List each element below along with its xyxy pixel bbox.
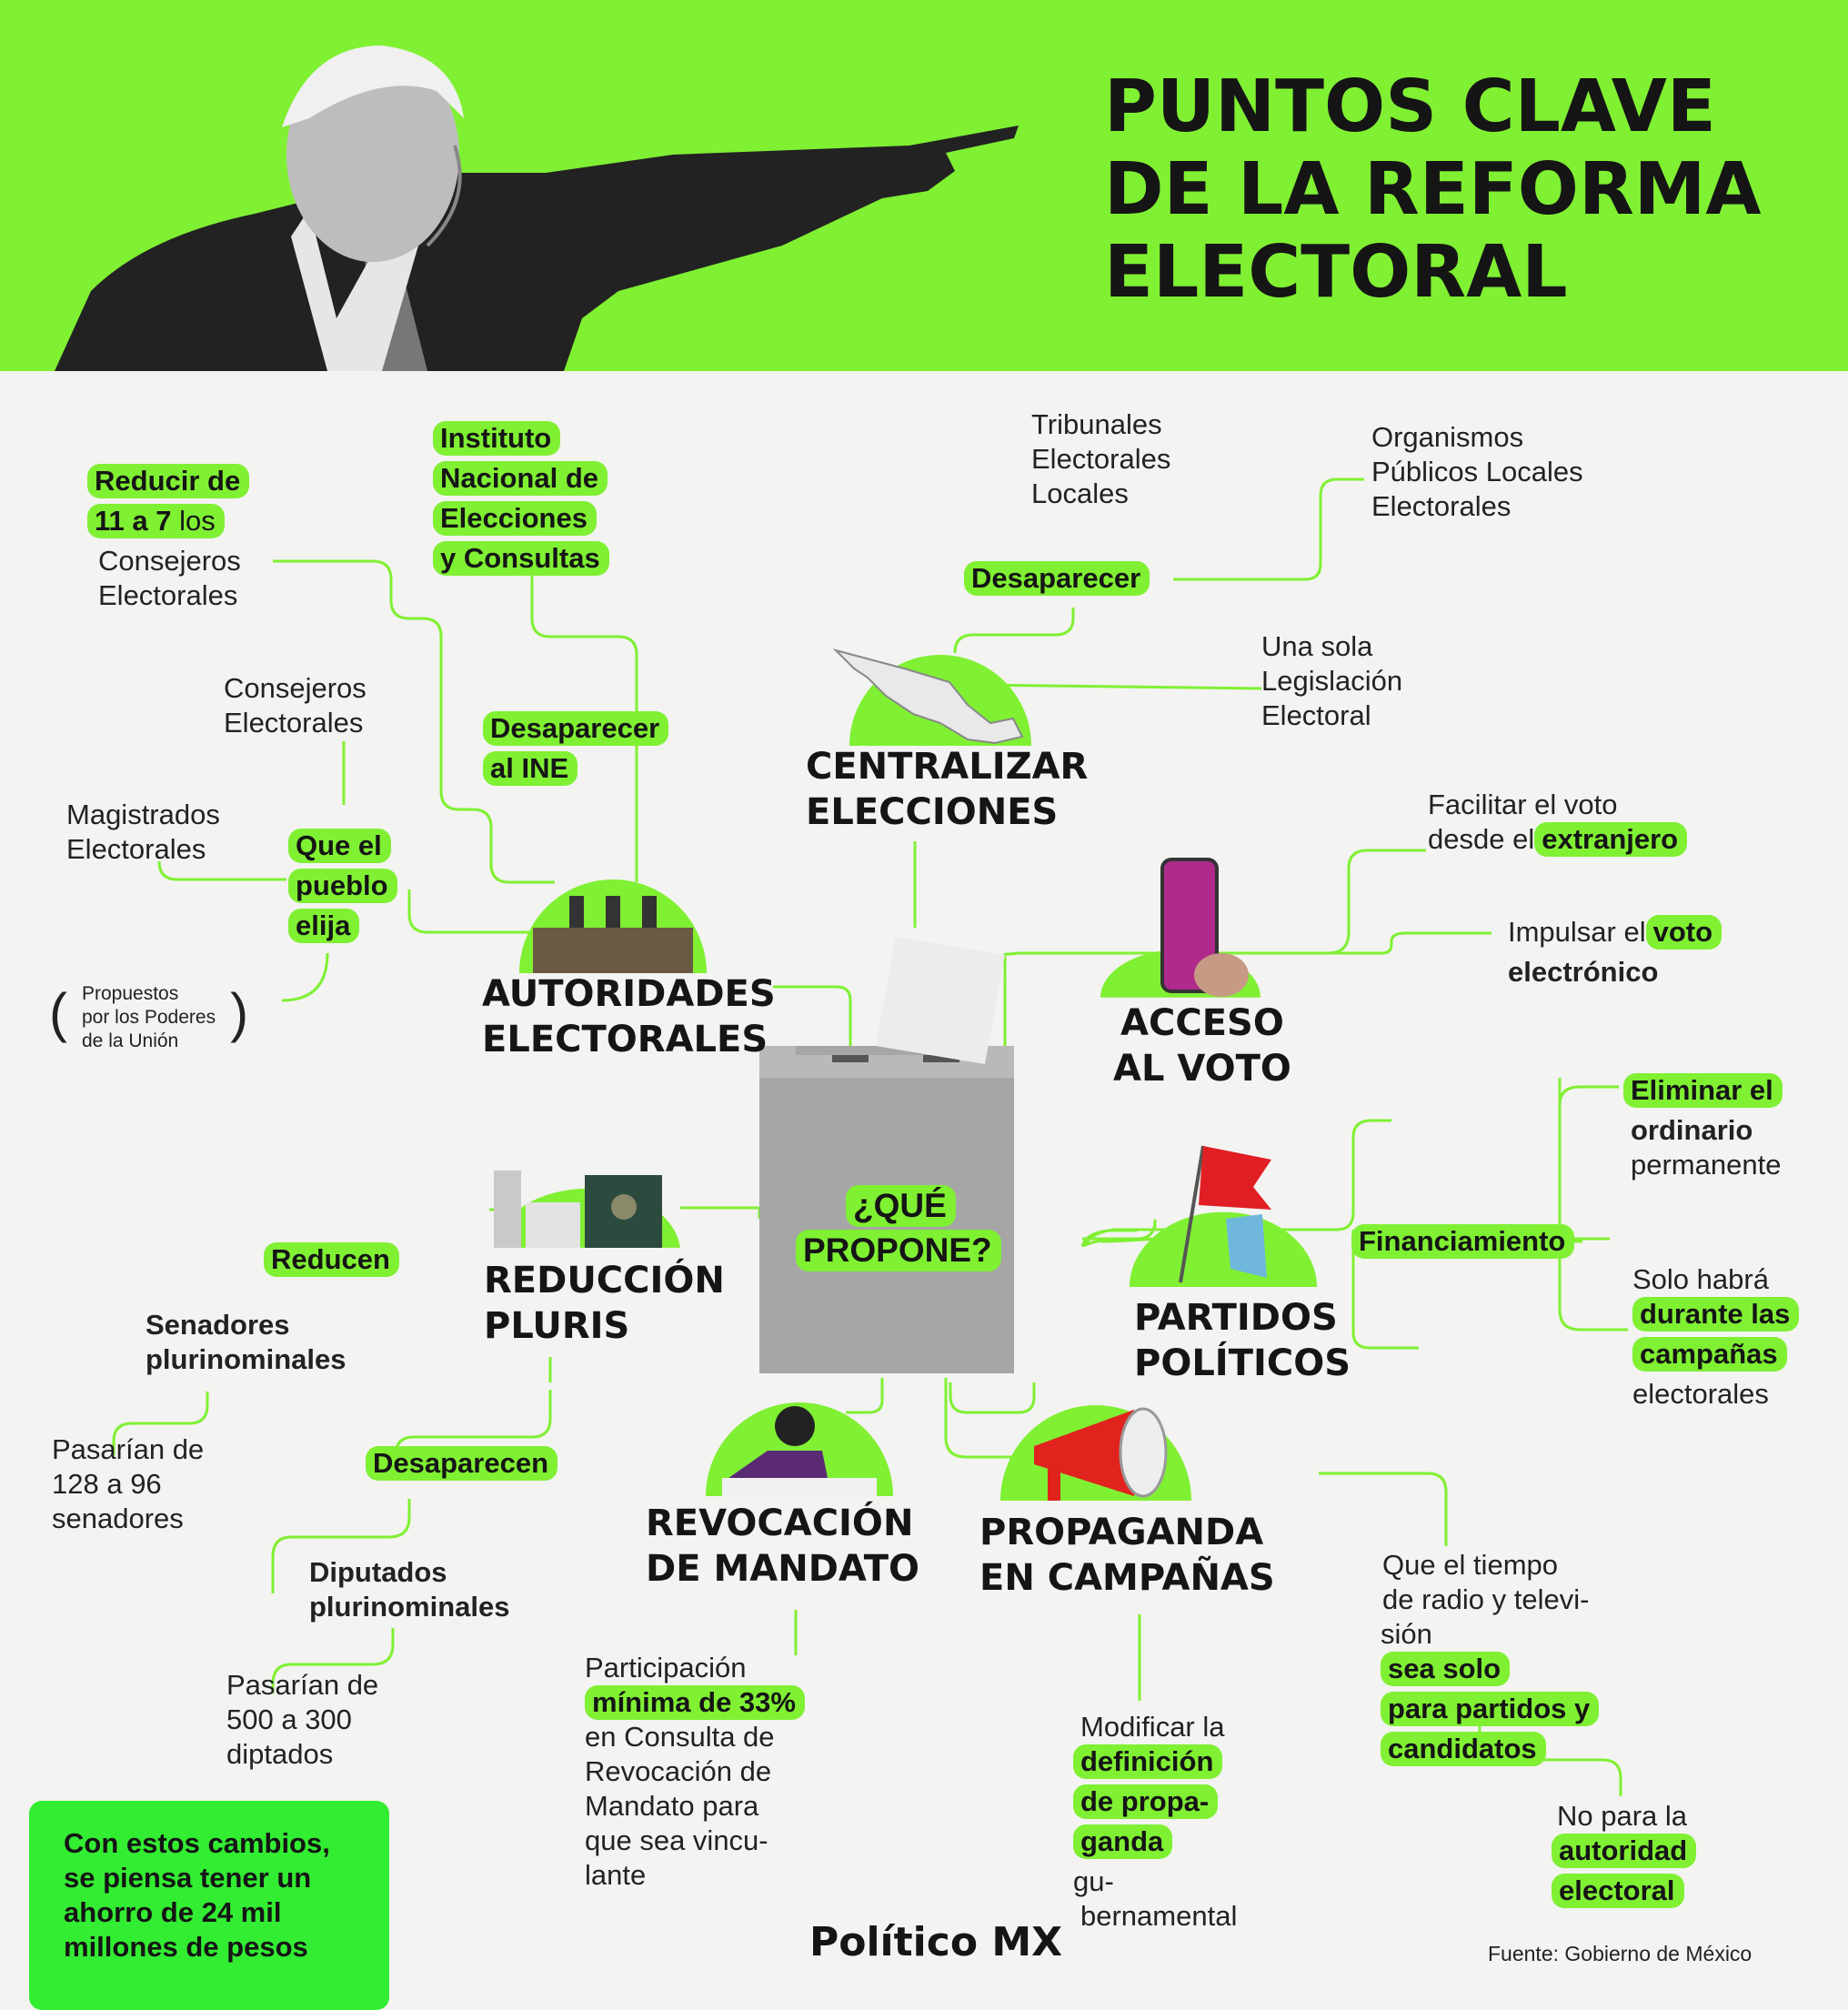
tiempo-line2a: sión [1381,1618,1432,1650]
tribunales-text: Tribunales Electorales Locales [1031,408,1171,509]
ine-line1: Instituto [433,421,560,456]
reducen-label: Reducen [264,1242,399,1277]
modificar-line5: bernamental [1080,1900,1238,1932]
financiamiento-label: Financiamiento [1351,1224,1574,1259]
center-label-line2-wrap [796,1230,1001,1277]
mexico-map-icon [831,632,1050,746]
modificar-line1: Modificar la [1080,1711,1225,1743]
extranjero-line1: Facilitar el voto [1428,789,1618,820]
eliminar-line1: Eliminar el [1623,1073,1783,1108]
autoridad-line1: No para la [1557,1800,1688,1832]
modificar-line3: de propa- [1073,1784,1218,1819]
diputados-text: Diputados plurinominales [309,1556,510,1623]
financiamiento-label-wrap [1351,1224,1574,1264]
solo-campanas [1632,1262,1799,1412]
savings-text: Con estos cambios, se piensa tener un ahorro de 24 mil millones de pesos [64,1827,330,1963]
pueblo-line1: Que el [288,829,391,863]
desaparecer-centralizar-label: Desaparecer [964,561,1150,596]
desaparecen-label-wrap [366,1446,557,1486]
desaparecer-ine-line1: Desaparecer [483,711,668,746]
brand-logo: Político MX [809,1919,1063,1965]
pueblo-line3: elija [288,909,359,943]
pueblo-line2: pueblo [288,869,397,903]
senadores-cambio-text: Pasarían de 128 a 96 senadores [52,1433,205,1534]
heading-acceso: ACCESO AL VOTO [1113,1002,1291,1090]
electronico-line1a: Impulsar el [1508,916,1646,948]
ine-line2: Nacional de [433,461,608,496]
center-label [846,1185,956,1232]
pueblo-elija [288,829,397,949]
tiempo-line3: para partidos y [1381,1692,1599,1726]
organismos-text: Organismos Públicos Locales Electorales [1371,421,1583,522]
solo-line3: campañas [1632,1337,1787,1372]
source-credit: Fuente: Gobierno de México [1488,1942,1753,1965]
tiempo-line1: Que el tiempo de radio y televi- [1382,1549,1590,1615]
heading-autoridades: AUTORIDADES ELECTORALES [482,973,776,1060]
solo-line2: durante las [1632,1297,1799,1332]
desaparecer-ine-line2: al INE [483,751,578,786]
reducir-line2-normal: los [171,505,216,537]
center-label-line2: PROPONE? [796,1230,1001,1271]
megaphone-icon [998,1396,1193,1501]
extranjero-line2b: extranjero [1534,822,1687,857]
diputados-cambio-text: Pasarían de 500 a 300 diptados [226,1669,379,1770]
modificar-line4b: gu- [1073,1865,1114,1897]
solo-line4: electorales [1632,1378,1769,1410]
desaparecer-ine [483,711,668,791]
reducir-consejeros [87,464,249,613]
heading-pluris: REDUCCIÓN PLURIS [484,1260,725,1347]
electronico-line1b: voto [1646,915,1722,950]
participacion-line2: mínima de 33% [585,1685,805,1720]
consejeros-text: Consejeros Electorales [224,672,367,739]
ine-line3: Elecciones [433,501,597,536]
eliminar-line2: ordinario [1631,1114,1753,1146]
page-title: PUNTOS CLAVE DE LA REFORMA ELECTORAL [1104,65,1762,314]
desaparecer-centralizar [964,561,1150,601]
heading-centralizar: CENTRALIZAR ELECCIONES [806,746,1089,833]
autoridad-item [1552,1799,1696,1914]
extranjero-line2a: desde el [1428,823,1535,855]
legislacion-text: Una sola Legislación Electoral [1261,630,1403,731]
tiempo-line2b: sea solo [1381,1652,1510,1686]
desaparecen-label: Desaparecen [366,1446,557,1481]
heading-revocacion: REVOCACIÓN DE MANDATO [646,1502,920,1590]
center-label-line1: ¿QUÉ [846,1185,956,1227]
solo-line1: Solo habrá [1632,1263,1769,1295]
savings-box [29,1801,389,2010]
congress-building-icon [489,1148,685,1248]
reducir-line2 [87,504,225,538]
electoral-authorities-icon [515,873,711,973]
eliminar-line3: permanente [1631,1149,1782,1181]
reducen-label-wrap [264,1242,399,1282]
reducir-line1: Reducir de [87,464,249,498]
participacion-line1: Participación [585,1652,747,1683]
heading-propaganda: PROPAGANDA EN CAMPAÑAS [979,1512,1275,1599]
electronico-line2: electrónico [1508,956,1659,988]
eliminar-ordinario [1623,1073,1783,1182]
voter-icon [704,1401,895,1496]
poderes-note: ( Propuestos por los Poderes de la Unión ) [55,982,243,1053]
modificar-line2: definición [1073,1744,1222,1779]
phone-icon [1099,857,1262,998]
tiempo-line4: candidatos [1381,1732,1546,1766]
senadores-text: Senadores plurinominales [146,1309,346,1375]
autoridad-line3: electoral [1552,1874,1684,1908]
heading-partidos: PARTIDOS POLÍTICOS [1134,1297,1351,1384]
modificar-line4a: ganda [1073,1824,1172,1859]
participacion-item [585,1651,805,1893]
ine-full-name [433,421,609,581]
ballot-box-icon [759,919,1014,1373]
magistrados-text: Magistrados Electorales [66,799,220,865]
electronico-item [1508,915,1722,990]
party-flags-icon [1126,1141,1321,1287]
participacion-line3: en Consulta de Revocación de Mandato para que sea vincu- lante [585,1721,775,1891]
autoridad-line2: autoridad [1552,1834,1696,1868]
ine-line4: y Consultas [433,541,609,576]
tiempo-item [1381,1548,1599,1772]
extranjero-item [1428,788,1687,862]
reducir-line2-bold: 11 a 7 [95,505,172,537]
modificar-item [1073,1710,1237,1934]
reducir-line3: Consejeros Electorales [98,545,241,611]
